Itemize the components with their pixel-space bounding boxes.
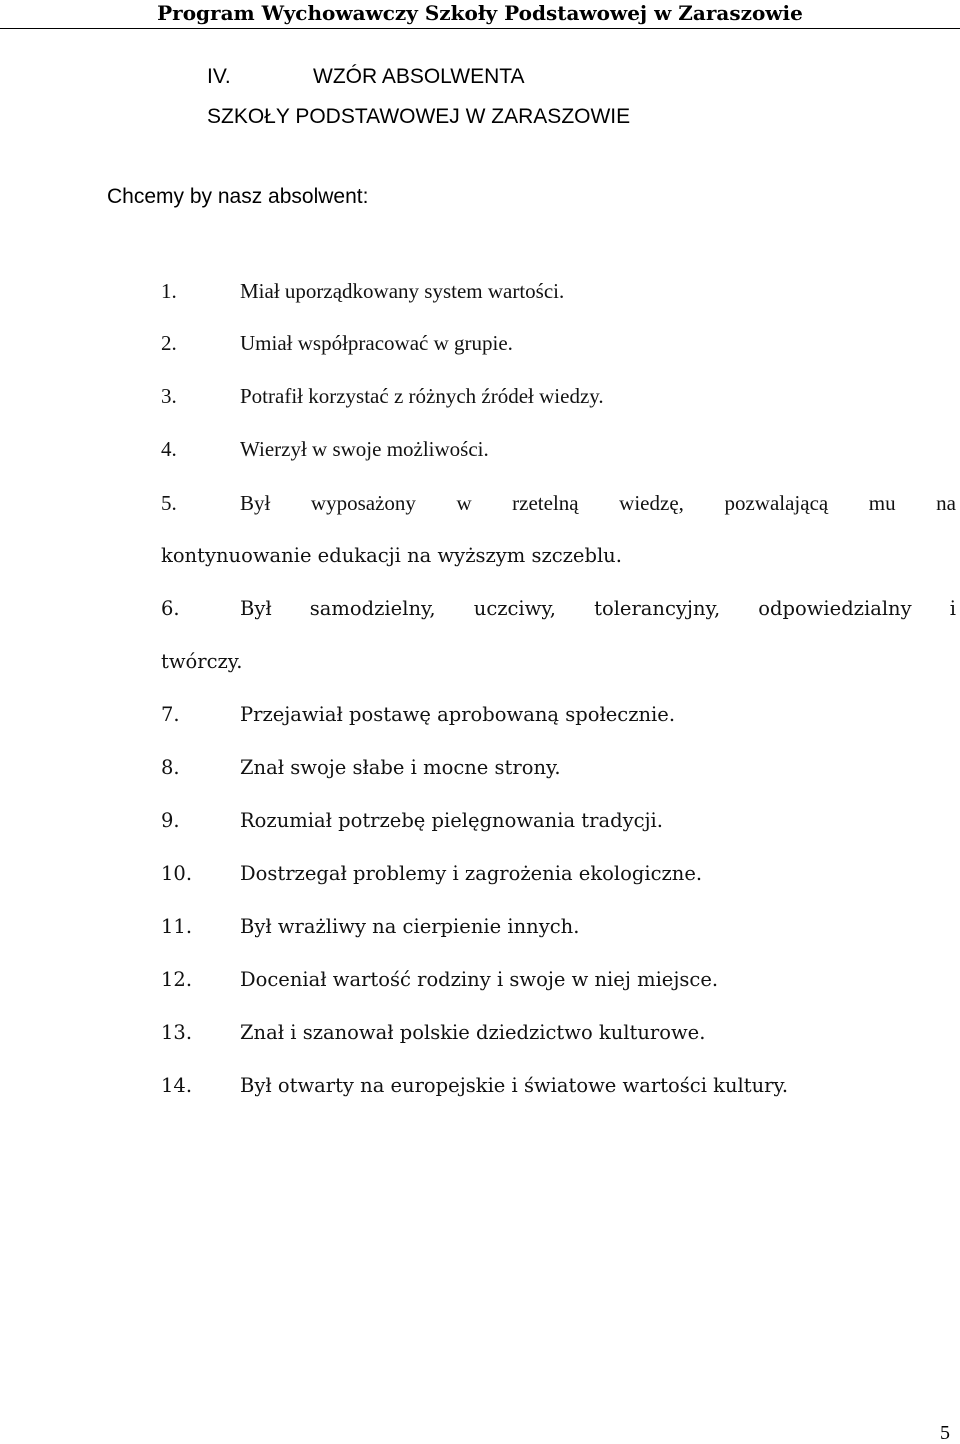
running-header: [0, 0, 960, 29]
section-subtitle: SZKOŁY PODSTAWOWEJ W ZARASZOWIE: [207, 105, 631, 128]
list-item-number: 2.: [161, 331, 177, 355]
list-item-number: 8.: [161, 756, 180, 779]
list-item-number: 1.: [161, 279, 177, 303]
list-item-text: Przejawiał postawę aprobowaną społecznie.: [240, 703, 676, 726]
list-item-text: Był samodzielny, uczciwy, tolerancyjny, odpowiedzialny i: [240, 597, 956, 620]
list-item-continuation: twórczy.: [161, 650, 243, 673]
list-item-text: Był otwarty na europejskie i światowe wartości kultury.: [240, 1074, 789, 1097]
list-item-number: 14.: [161, 1074, 193, 1097]
list-item-number: 3.: [161, 384, 177, 408]
list-item-text: Rozumiał potrzebę pielęgnowania tradycji.: [240, 809, 663, 832]
list-item-number: 6.: [161, 597, 180, 620]
list-item-text: Doceniał wartość rodziny i swoje w niej miejsce.: [240, 968, 719, 991]
section-title: WZÓR ABSOLWENTA: [313, 65, 525, 88]
list-item-number: 10.: [161, 862, 193, 885]
section-heading: [207, 64, 525, 90]
list-item-text: Miał uporządkowany system wartości.: [240, 279, 565, 303]
list-item-number: 7.: [161, 703, 180, 726]
list-item-number: 12.: [161, 968, 193, 991]
list-item-text: Był wrażliwy na cierpienie innych.: [240, 915, 580, 938]
page-number: 5: [940, 1422, 950, 1444]
list-item-number: 4.: [161, 437, 177, 461]
list-item-number: 11.: [161, 915, 193, 938]
list-item-number: 5.: [161, 491, 177, 515]
list-item-text: Dostrzegał problemy i zagrożenia ekologiczne.: [240, 862, 703, 885]
list-item-text: Wierzył w swoje możliwości.: [240, 437, 489, 461]
list-item-number: 13.: [161, 1021, 193, 1044]
list-item-number: 9.: [161, 809, 180, 832]
list-item-text: Znał swoje słabe i mocne strony.: [240, 756, 561, 779]
list-item-text: Potrafił korzystać z różnych źródeł wiedzy.: [240, 384, 604, 408]
list-item-text: Był wyposażony w rzetelną wiedzę, pozwalającą mu na: [240, 491, 956, 515]
running-header-title: Program Wychowawczy Szkoły Podstawowej w Zaraszowie: [157, 1, 803, 25]
section-number: IV.: [207, 65, 231, 88]
intro-text: Chcemy by nasz absolwent:: [107, 185, 369, 208]
list-item-continuation: kontynuowanie edukacji na wyższym szczeblu.: [161, 544, 622, 567]
list-item-text: Znał i szanował polskie dziedzictwo kulturowe.: [240, 1021, 706, 1044]
list-item-text: Umiał współpracować w grupie.: [240, 331, 513, 355]
